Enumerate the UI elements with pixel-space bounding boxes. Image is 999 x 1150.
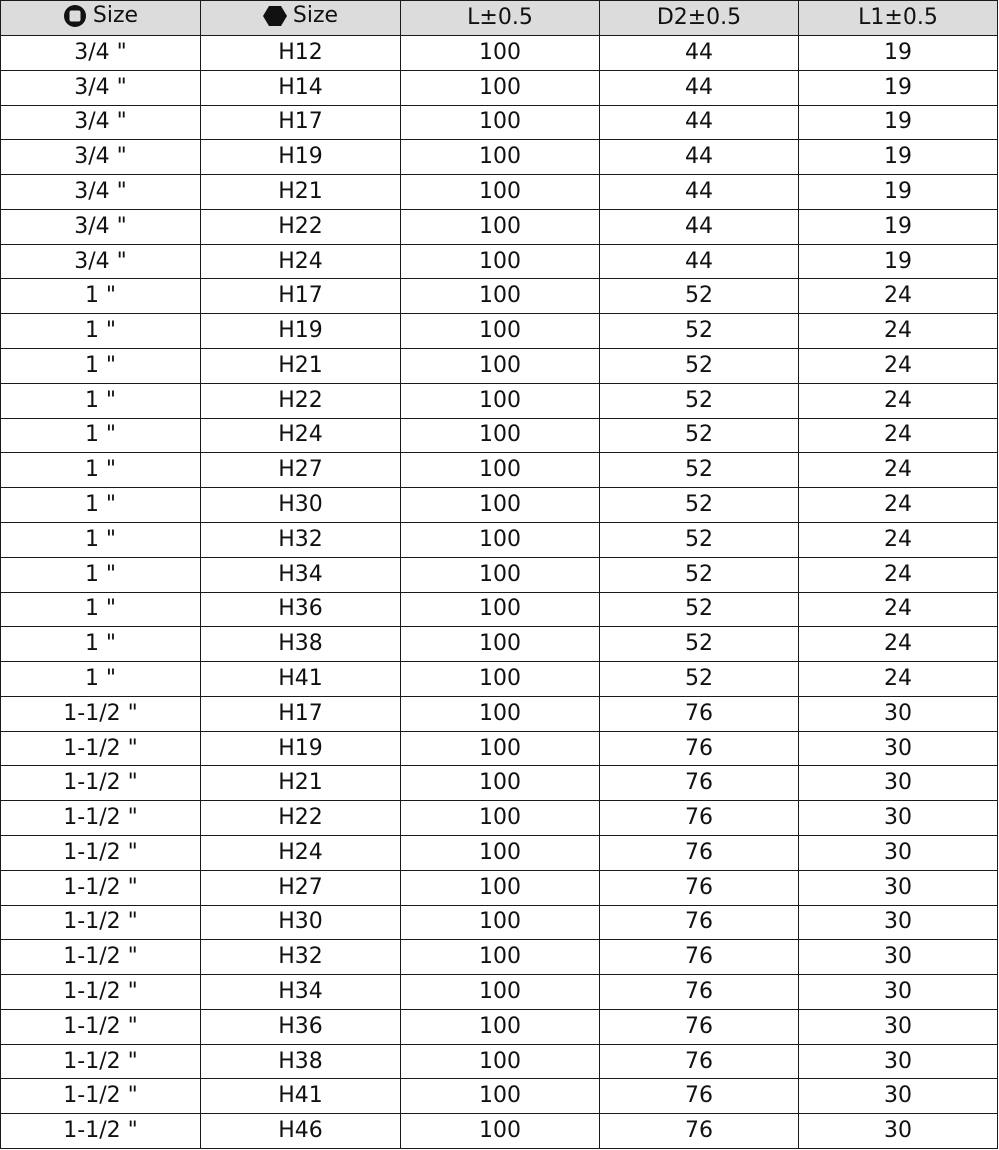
hex-size-cell: H36 — [201, 1009, 401, 1044]
l1-cell: 30 — [799, 1114, 998, 1149]
l1-cell: 30 — [799, 870, 998, 905]
d2-cell: 76 — [600, 731, 799, 766]
hex-size-cell: H21 — [201, 766, 401, 801]
hex-size-cell: H21 — [201, 175, 401, 210]
hex-size-cell: H22 — [201, 383, 401, 418]
length-cell: 100 — [401, 522, 600, 557]
l1-cell: 30 — [799, 905, 998, 940]
l1-cell: 24 — [799, 314, 998, 349]
d2-cell: 76 — [600, 1044, 799, 1079]
length-cell: 100 — [401, 488, 600, 523]
header-label: Size — [92, 2, 139, 28]
square-drive-size-cell: 1-1/2 " — [1, 940, 201, 975]
length-cell: 100 — [401, 36, 600, 71]
hex-size-cell: H41 — [201, 662, 401, 697]
l1-cell: 24 — [799, 453, 998, 488]
l1-cell: 24 — [799, 627, 998, 662]
square-drive-size-cell: 1-1/2 " — [1, 835, 201, 870]
l1-cell: 24 — [799, 557, 998, 592]
l1-cell: 24 — [799, 488, 998, 523]
table-row — [1, 140, 998, 175]
table-row — [1, 940, 998, 975]
hex-size-cell: H38 — [201, 1044, 401, 1079]
l1-cell: 24 — [799, 279, 998, 314]
hex-size-cell: H17 — [201, 105, 401, 140]
table-row — [1, 36, 998, 71]
hex-size-cell: H14 — [201, 70, 401, 105]
length-cell: 100 — [401, 140, 600, 175]
table-row — [1, 70, 998, 105]
hex-size-cell: H34 — [201, 975, 401, 1010]
square-drive-size-cell: 1-1/2 " — [1, 801, 201, 836]
header-l1: L1±0.5 — [799, 1, 998, 36]
square-drive-size-cell: 1-1/2 " — [1, 1009, 201, 1044]
hexagon-icon — [263, 4, 287, 28]
d2-cell: 52 — [600, 627, 799, 662]
d2-cell: 52 — [600, 522, 799, 557]
length-cell: 100 — [401, 870, 600, 905]
hex-size-cell: H24 — [201, 244, 401, 279]
length-cell: 100 — [401, 70, 600, 105]
table-row — [1, 905, 998, 940]
l1-cell: 30 — [799, 1079, 998, 1114]
d2-cell: 52 — [600, 349, 799, 384]
table-row — [1, 1044, 998, 1079]
l1-cell: 24 — [799, 418, 998, 453]
l1-cell: 30 — [799, 731, 998, 766]
square-drive-size-cell: 3/4 " — [1, 244, 201, 279]
header-row — [1, 1, 998, 36]
hex-size-cell: H38 — [201, 627, 401, 662]
l1-cell: 30 — [799, 835, 998, 870]
length-cell: 100 — [401, 940, 600, 975]
square-drive-size-cell: 1-1/2 " — [1, 731, 201, 766]
hex-size-cell: H22 — [201, 801, 401, 836]
hex-size-cell: H22 — [201, 209, 401, 244]
table-row — [1, 1009, 998, 1044]
d2-cell: 76 — [600, 975, 799, 1010]
length-cell: 100 — [401, 662, 600, 697]
length-cell: 100 — [401, 349, 600, 384]
d2-cell: 52 — [600, 557, 799, 592]
d2-cell: 76 — [600, 696, 799, 731]
length-cell: 100 — [401, 835, 600, 870]
table-row — [1, 209, 998, 244]
table-body — [1, 36, 998, 1149]
d2-cell: 52 — [600, 383, 799, 418]
hex-size-cell: H27 — [201, 453, 401, 488]
table-row — [1, 349, 998, 384]
square-drive-size-cell: 1 " — [1, 557, 201, 592]
square-drive-size-cell: 1 " — [1, 418, 201, 453]
table-row — [1, 1079, 998, 1114]
square-drive-size-cell: 1 " — [1, 522, 201, 557]
square-drive-size-cell: 1-1/2 " — [1, 1079, 201, 1114]
table-row — [1, 453, 998, 488]
hex-size-cell: H30 — [201, 905, 401, 940]
header-label: Size — [292, 2, 339, 28]
square-drive-size-cell: 3/4 " — [1, 140, 201, 175]
l1-cell: 19 — [799, 105, 998, 140]
l1-cell: 19 — [799, 36, 998, 71]
d2-cell: 52 — [600, 314, 799, 349]
d2-cell: 44 — [600, 105, 799, 140]
length-cell: 100 — [401, 383, 600, 418]
length-cell: 100 — [401, 975, 600, 1010]
square-drive-size-cell: 1 " — [1, 592, 201, 627]
length-cell: 100 — [401, 905, 600, 940]
l1-cell: 30 — [799, 1009, 998, 1044]
d2-cell: 76 — [600, 905, 799, 940]
d2-cell: 44 — [600, 175, 799, 210]
d2-cell: 52 — [600, 662, 799, 697]
square-drive-size-cell: 1-1/2 " — [1, 696, 201, 731]
l1-cell: 30 — [799, 801, 998, 836]
d2-cell: 76 — [600, 1079, 799, 1114]
d2-cell: 44 — [600, 209, 799, 244]
hex-size-cell: H32 — [201, 522, 401, 557]
d2-cell: 52 — [600, 279, 799, 314]
length-cell: 100 — [401, 209, 600, 244]
l1-cell: 30 — [799, 696, 998, 731]
square-drive-size-cell: 1-1/2 " — [1, 905, 201, 940]
hex-size-cell: H19 — [201, 731, 401, 766]
hex-size-cell: H17 — [201, 696, 401, 731]
hex-size-cell: H17 — [201, 279, 401, 314]
l1-cell: 30 — [799, 940, 998, 975]
d2-cell: 76 — [600, 870, 799, 905]
l1-cell: 24 — [799, 383, 998, 418]
table-row — [1, 175, 998, 210]
length-cell: 100 — [401, 244, 600, 279]
hex-size-cell: H27 — [201, 870, 401, 905]
l1-cell: 24 — [799, 662, 998, 697]
hex-size-cell: H19 — [201, 140, 401, 175]
d2-cell: 76 — [600, 835, 799, 870]
table-row — [1, 870, 998, 905]
square-drive-size-cell: 3/4 " — [1, 105, 201, 140]
square-drive-size-cell: 1 " — [1, 488, 201, 523]
l1-cell: 19 — [799, 70, 998, 105]
length-cell: 100 — [401, 418, 600, 453]
hex-size-cell: H36 — [201, 592, 401, 627]
d2-cell: 76 — [600, 940, 799, 975]
d2-cell: 76 — [600, 1009, 799, 1044]
d2-cell: 52 — [600, 453, 799, 488]
d2-cell: 76 — [600, 801, 799, 836]
table-row — [1, 766, 998, 801]
length-cell: 100 — [401, 592, 600, 627]
length-cell: 100 — [401, 557, 600, 592]
length-cell: 100 — [401, 696, 600, 731]
square-drive-size-cell: 1 " — [1, 314, 201, 349]
hex-size-cell: H21 — [201, 349, 401, 384]
table-row — [1, 244, 998, 279]
table-row — [1, 383, 998, 418]
table-row — [1, 835, 998, 870]
square-drive-size-cell: 1 " — [1, 662, 201, 697]
d2-cell: 44 — [600, 36, 799, 71]
table-row — [1, 975, 998, 1010]
square-drive-icon — [63, 4, 87, 28]
table-row — [1, 731, 998, 766]
d2-cell: 52 — [600, 592, 799, 627]
l1-cell: 19 — [799, 244, 998, 279]
hex-size-cell: H24 — [201, 418, 401, 453]
d2-cell: 52 — [600, 418, 799, 453]
square-drive-size-cell: 1-1/2 " — [1, 870, 201, 905]
square-drive-size-cell: 1-1/2 " — [1, 1044, 201, 1079]
square-drive-size-cell: 1 " — [1, 279, 201, 314]
l1-cell: 19 — [799, 140, 998, 175]
square-drive-size-cell: 1 " — [1, 627, 201, 662]
d2-cell: 76 — [600, 1114, 799, 1149]
l1-cell: 30 — [799, 975, 998, 1010]
square-drive-size-cell: 1 " — [1, 349, 201, 384]
table-row — [1, 522, 998, 557]
table-row — [1, 418, 998, 453]
length-cell: 100 — [401, 1009, 600, 1044]
table-row — [1, 696, 998, 731]
square-drive-size-cell: 1 " — [1, 383, 201, 418]
header-length: L±0.5 — [401, 1, 600, 36]
d2-cell: 44 — [600, 70, 799, 105]
table-row — [1, 662, 998, 697]
l1-cell: 24 — [799, 592, 998, 627]
length-cell: 100 — [401, 801, 600, 836]
d2-cell: 44 — [600, 244, 799, 279]
l1-cell: 24 — [799, 349, 998, 384]
table-row — [1, 592, 998, 627]
table-row — [1, 801, 998, 836]
length-cell: 100 — [401, 627, 600, 662]
length-cell: 100 — [401, 279, 600, 314]
square-drive-size-cell: 3/4 " — [1, 175, 201, 210]
l1-cell: 24 — [799, 522, 998, 557]
square-drive-size-cell: 1-1/2 " — [1, 975, 201, 1010]
length-cell: 100 — [401, 1044, 600, 1079]
table-row — [1, 627, 998, 662]
square-drive-size-cell: 1-1/2 " — [1, 1114, 201, 1149]
d2-cell: 44 — [600, 140, 799, 175]
table-header — [1, 1, 998, 36]
l1-cell: 19 — [799, 209, 998, 244]
hex-size-cell: H19 — [201, 314, 401, 349]
hex-size-cell: H24 — [201, 835, 401, 870]
table-row — [1, 1114, 998, 1149]
length-cell: 100 — [401, 766, 600, 801]
square-drive-size-cell: 1 " — [1, 453, 201, 488]
l1-cell: 19 — [799, 175, 998, 210]
hex-size-cell: H41 — [201, 1079, 401, 1114]
length-cell: 100 — [401, 453, 600, 488]
l1-cell: 30 — [799, 766, 998, 801]
table-row — [1, 488, 998, 523]
length-cell: 100 — [401, 105, 600, 140]
length-cell: 100 — [401, 175, 600, 210]
hex-size-cell: H46 — [201, 1114, 401, 1149]
table-row — [1, 105, 998, 140]
table-row — [1, 279, 998, 314]
header-hex-size — [201, 1, 401, 36]
square-drive-size-cell: 3/4 " — [1, 36, 201, 71]
length-cell: 100 — [401, 731, 600, 766]
d2-cell: 76 — [600, 766, 799, 801]
length-cell: 100 — [401, 1079, 600, 1114]
length-cell: 100 — [401, 1114, 600, 1149]
hex-size-cell: H32 — [201, 940, 401, 975]
length-cell: 100 — [401, 314, 600, 349]
square-drive-size-cell: 3/4 " — [1, 209, 201, 244]
header-square-size — [1, 1, 201, 36]
hex-size-cell: H12 — [201, 36, 401, 71]
l1-cell: 30 — [799, 1044, 998, 1079]
square-drive-size-cell: 1-1/2 " — [1, 766, 201, 801]
hex-size-cell: H30 — [201, 488, 401, 523]
hex-size-cell: H34 — [201, 557, 401, 592]
square-drive-size-cell: 3/4 " — [1, 70, 201, 105]
table-row — [1, 557, 998, 592]
table-row — [1, 314, 998, 349]
header-d2: D2±0.5 — [600, 1, 799, 36]
d2-cell: 52 — [600, 488, 799, 523]
